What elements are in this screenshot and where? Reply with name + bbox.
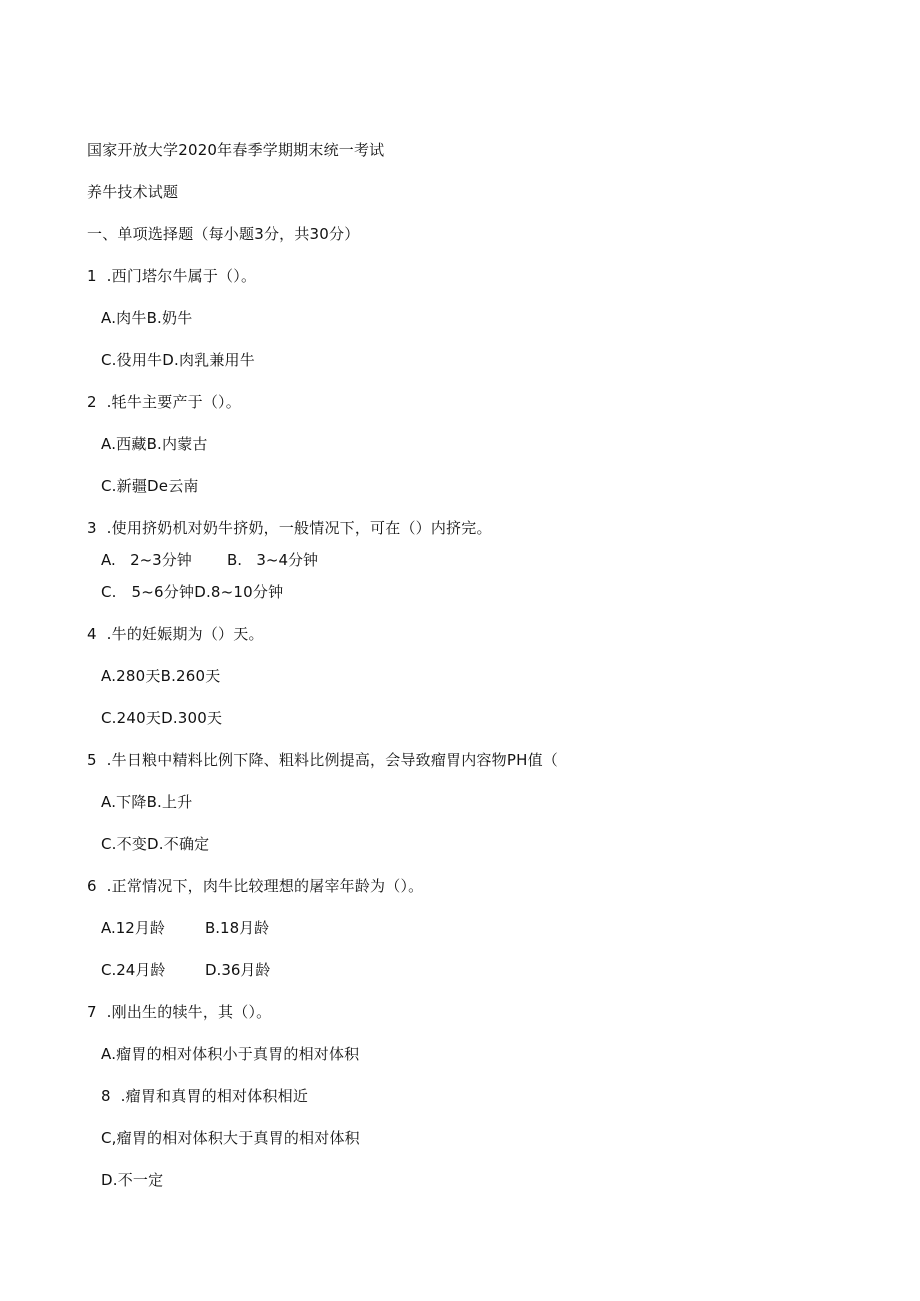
question-7-stem: 7 .刚出生的犊牛，其（）。: [87, 1003, 272, 1021]
question-4-option-line: C.240天D.300天: [101, 709, 223, 727]
question-8-stem: 8 .瘤胃和真胃的相对体积相近: [101, 1087, 309, 1105]
question-3-option-line: C. 5~6分钟D.8~10分钟: [101, 583, 284, 601]
question-1-stem: 1 .西门塔尔牛属于（）。: [87, 267, 257, 285]
question-8-option-line: C,瘤胃的相对体积大于真胃的相对体积: [101, 1129, 360, 1147]
question-6-option-a: A.12月龄: [101, 919, 165, 937]
question-3-option-a: A. 2~3分钟: [101, 551, 192, 569]
question-6-option-d: D.36月龄: [205, 961, 271, 979]
question-2-option-line: A.西藏B.内蒙古: [101, 435, 208, 453]
question-5-option-line: C.不变D.不确定: [101, 835, 210, 853]
question-7-option-line: A.瘤胃的相对体积小于真胃的相对体积: [101, 1045, 360, 1063]
question-6-stem: 6 .正常情况下，肉牛比较理想的屠宰年龄为（）。: [87, 877, 424, 895]
question-4-option-line: A.280天B.260天: [101, 667, 221, 685]
section-heading: 一、单项选择题（每小题3分，共30分）: [87, 225, 360, 243]
question-1-option-line: A.肉牛B.奶牛: [101, 309, 193, 327]
question-6-option-c: C.24月龄: [101, 961, 166, 979]
question-8-option-line: D.不一定: [101, 1171, 164, 1189]
question-2-option-line: C.新疆De云南: [101, 477, 199, 495]
question-6-option-b: B.18月龄: [205, 919, 270, 937]
question-4-stem: 4 .牛的妊娠期为（）天。: [87, 625, 264, 643]
exam-title: 国家开放大学2020年春季学期期末统一考试: [87, 141, 385, 159]
question-5-option-line: A.下降B.上升: [101, 793, 193, 811]
question-3-stem: 3 .使用挤奶机对奶牛挤奶，一般情况下，可在（）内挤完。: [87, 519, 492, 537]
question-3-option-b: B. 3~4分钟: [227, 551, 319, 569]
question-2-stem: 2 .牦牛主要产于（）。: [87, 393, 241, 411]
question-1-option-line: C.役用牛D.肉乳兼用牛: [101, 351, 255, 369]
question-5-stem: 5 .牛日粮中精料比例下降、粗料比例提高，会导致瘤胃内容物PH值（: [87, 751, 558, 769]
exam-subject: 养牛技术试题: [87, 183, 179, 201]
